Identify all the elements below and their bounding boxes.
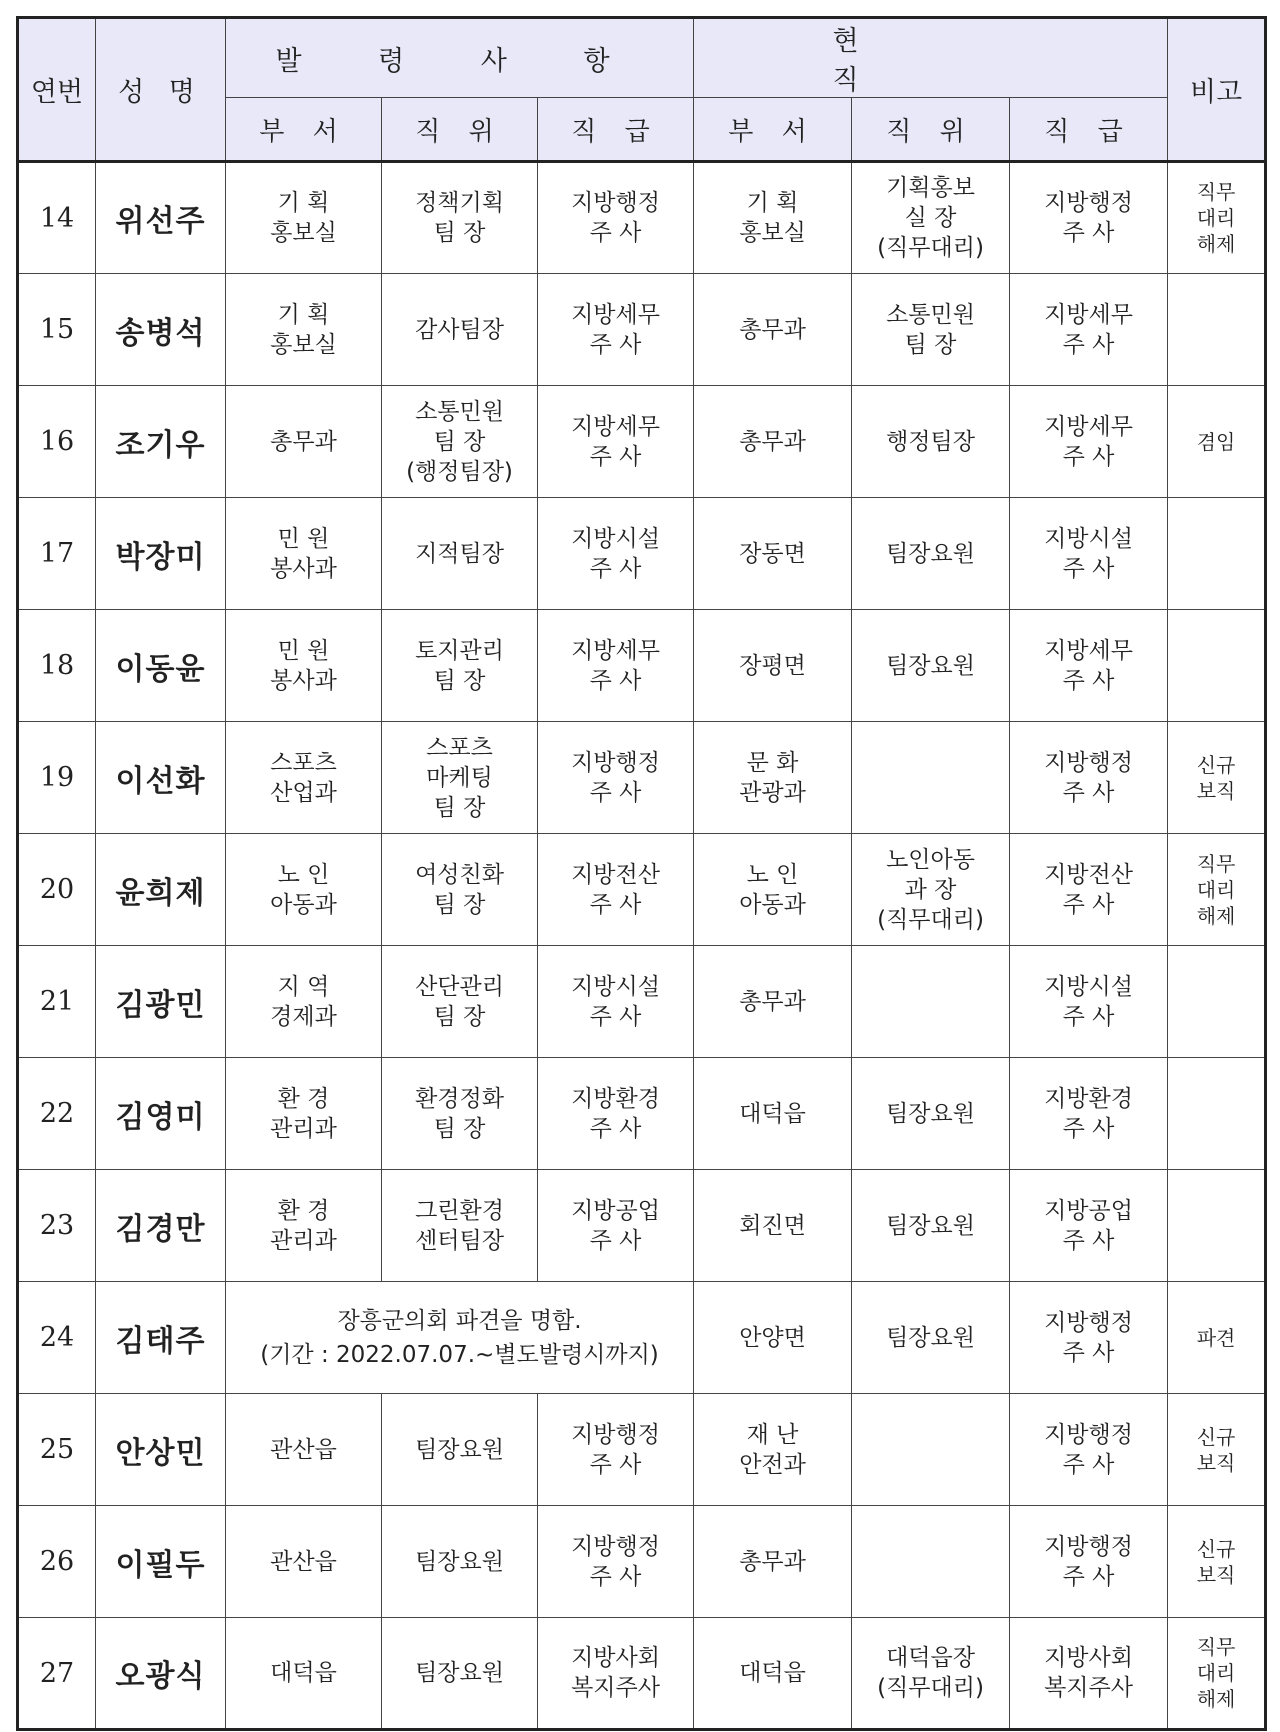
row-number: 15 (18, 274, 96, 386)
current-department: 안양면 (694, 1282, 852, 1394)
current-position: 대덕읍장 (직무대리) (852, 1618, 1010, 1730)
order-department: 환 경 관리과 (226, 1058, 382, 1170)
order-department: 스포츠 산업과 (226, 722, 382, 834)
current-position: 팀장요원 (852, 1170, 1010, 1282)
order-position: 팀장요원 (382, 1394, 538, 1506)
header-order-position: 직 위 (382, 98, 538, 162)
order-grade: 지방행정 주 사 (538, 1506, 694, 1618)
order-position: 소통민원 팀 장 (행정팀장) (382, 386, 538, 498)
employee-name: 김광민 (96, 946, 226, 1058)
remark (1168, 946, 1266, 1058)
order-position: 정책기획 팀 장 (382, 162, 538, 274)
header-no: 연번 (18, 18, 96, 162)
current-position: 팀장요원 (852, 1282, 1010, 1394)
row-number: 26 (18, 1506, 96, 1618)
current-position: 행정팀장 (852, 386, 1010, 498)
employee-name: 송병석 (96, 274, 226, 386)
table-row (18, 610, 1266, 722)
dispatch-notice: 장흥군의회 파견을 명함. (기간 : 2022.07.07.~별도발령시까지) (226, 1282, 694, 1394)
table-row (18, 1394, 1266, 1506)
employee-name: 이동윤 (96, 610, 226, 722)
current-department: 총무과 (694, 1506, 852, 1618)
remark (1168, 498, 1266, 610)
table-row (18, 498, 1266, 610)
employee-name: 안상민 (96, 1394, 226, 1506)
header-current-group: 현 직 (694, 18, 1168, 98)
table-row (18, 162, 1266, 274)
current-position (852, 1506, 1010, 1618)
row-number: 27 (18, 1618, 96, 1730)
row-number: 24 (18, 1282, 96, 1394)
order-position: 팀장요원 (382, 1506, 538, 1618)
current-grade: 지방행정 주 사 (1010, 162, 1168, 274)
order-grade: 지방세무 주 사 (538, 274, 694, 386)
order-department: 민 원 봉사과 (226, 610, 382, 722)
remark (1168, 1058, 1266, 1170)
header-current-position: 직 위 (852, 98, 1010, 162)
remark: 직무 대리 해제 (1168, 834, 1266, 946)
order-department: 기 획 홍보실 (226, 162, 382, 274)
order-grade: 지방세무 주 사 (538, 386, 694, 498)
personnel-order-table (16, 16, 1267, 1731)
row-number: 25 (18, 1394, 96, 1506)
current-grade: 지방행정 주 사 (1010, 1282, 1168, 1394)
employee-name: 조기우 (96, 386, 226, 498)
current-position: 팀장요원 (852, 610, 1010, 722)
row-number: 17 (18, 498, 96, 610)
current-position: 팀장요원 (852, 1058, 1010, 1170)
current-department: 대덕읍 (694, 1618, 852, 1730)
current-grade: 지방행정 주 사 (1010, 722, 1168, 834)
current-grade: 지방세무 주 사 (1010, 386, 1168, 498)
remark: 직무 대리 해제 (1168, 1618, 1266, 1730)
current-grade: 지방세무 주 사 (1010, 274, 1168, 386)
header-order-dept: 부 서 (226, 98, 382, 162)
current-department: 문 화 관광과 (694, 722, 852, 834)
order-department: 노 인 아동과 (226, 834, 382, 946)
row-number: 22 (18, 1058, 96, 1170)
order-position: 토지관리 팀 장 (382, 610, 538, 722)
current-department: 대덕읍 (694, 1058, 852, 1170)
current-department: 재 난 안전과 (694, 1394, 852, 1506)
current-position: 소통민원 팀 장 (852, 274, 1010, 386)
table-row (18, 1058, 1266, 1170)
employee-name: 이필두 (96, 1506, 226, 1618)
remark (1168, 1170, 1266, 1282)
header-order-grade: 직 급 (538, 98, 694, 162)
row-number: 18 (18, 610, 96, 722)
current-department: 장동면 (694, 498, 852, 610)
order-grade: 지방시설 주 사 (538, 498, 694, 610)
remark (1168, 610, 1266, 722)
employee-name: 김영미 (96, 1058, 226, 1170)
order-position: 여성친화 팀 장 (382, 834, 538, 946)
employee-name: 김태주 (96, 1282, 226, 1394)
order-position: 그린환경 센터팀장 (382, 1170, 538, 1282)
table-row (18, 386, 1266, 498)
row-number: 16 (18, 386, 96, 498)
row-number: 21 (18, 946, 96, 1058)
order-department: 기 획 홍보실 (226, 274, 382, 386)
employee-name: 박장미 (96, 498, 226, 610)
header-order-group: 발 령 사 항 (226, 18, 694, 98)
current-department: 총무과 (694, 386, 852, 498)
order-department: 총무과 (226, 386, 382, 498)
remark: 신규 보직 (1168, 1506, 1266, 1618)
current-position (852, 722, 1010, 834)
current-position: 팀장요원 (852, 498, 1010, 610)
order-position: 산단관리 팀 장 (382, 946, 538, 1058)
table-body (18, 162, 1266, 1730)
remark: 겸임 (1168, 386, 1266, 498)
header-current-dept: 부 서 (694, 98, 852, 162)
current-grade: 지방환경 주 사 (1010, 1058, 1168, 1170)
order-grade: 지방시설 주 사 (538, 946, 694, 1058)
current-department: 기 획 홍보실 (694, 162, 852, 274)
employee-name: 김경만 (96, 1170, 226, 1282)
remark (1168, 274, 1266, 386)
current-grade: 지방세무 주 사 (1010, 610, 1168, 722)
remark: 파견 (1168, 1282, 1266, 1394)
order-department: 민 원 봉사과 (226, 498, 382, 610)
order-department: 환 경 관리과 (226, 1170, 382, 1282)
current-department: 노 인 아동과 (694, 834, 852, 946)
table-row (18, 1282, 1266, 1394)
current-department: 장평면 (694, 610, 852, 722)
order-grade: 지방행정 주 사 (538, 1394, 694, 1506)
order-grade: 지방행정 주 사 (538, 162, 694, 274)
order-position: 환경정화 팀 장 (382, 1058, 538, 1170)
order-position: 감사팀장 (382, 274, 538, 386)
employee-name: 윤희제 (96, 834, 226, 946)
employee-name: 이선화 (96, 722, 226, 834)
order-position: 팀장요원 (382, 1618, 538, 1730)
current-grade: 지방시설 주 사 (1010, 498, 1168, 610)
table-row (18, 722, 1266, 834)
remark: 직무 대리 해제 (1168, 162, 1266, 274)
employee-name: 오광식 (96, 1618, 226, 1730)
order-grade: 지방공업 주 사 (538, 1170, 694, 1282)
current-position: 기획홍보 실 장 (직무대리) (852, 162, 1010, 274)
current-grade: 지방시설 주 사 (1010, 946, 1168, 1058)
current-position (852, 1394, 1010, 1506)
current-grade: 지방공업 주 사 (1010, 1170, 1168, 1282)
employee-name: 위선주 (96, 162, 226, 274)
remark: 신규 보직 (1168, 722, 1266, 834)
row-number: 14 (18, 162, 96, 274)
order-grade: 지방환경 주 사 (538, 1058, 694, 1170)
current-department: 총무과 (694, 946, 852, 1058)
current-grade: 지방행정 주 사 (1010, 1394, 1168, 1506)
header-note: 비고 (1168, 18, 1266, 162)
order-department: 지 역 경제과 (226, 946, 382, 1058)
row-number: 23 (18, 1170, 96, 1282)
row-number: 19 (18, 722, 96, 834)
header-current-grade: 직 급 (1010, 98, 1168, 162)
table-row (18, 274, 1266, 386)
table-row (18, 1618, 1266, 1730)
current-department: 회진면 (694, 1170, 852, 1282)
order-grade: 지방전산 주 사 (538, 834, 694, 946)
order-department: 관산읍 (226, 1506, 382, 1618)
current-grade: 지방전산 주 사 (1010, 834, 1168, 946)
current-grade: 지방행정 주 사 (1010, 1506, 1168, 1618)
order-grade: 지방세무 주 사 (538, 610, 694, 722)
remark: 신규 보직 (1168, 1394, 1266, 1506)
table-row (18, 834, 1266, 946)
order-department: 대덕읍 (226, 1618, 382, 1730)
table-row (18, 946, 1266, 1058)
current-grade: 지방사회 복지주사 (1010, 1618, 1168, 1730)
row-number: 20 (18, 834, 96, 946)
order-grade: 지방행정 주 사 (538, 722, 694, 834)
order-grade: 지방사회 복지주사 (538, 1618, 694, 1730)
current-position (852, 946, 1010, 1058)
order-position: 지적팀장 (382, 498, 538, 610)
current-department: 총무과 (694, 274, 852, 386)
order-position: 스포츠 마케팅 팀 장 (382, 722, 538, 834)
table-row (18, 1170, 1266, 1282)
current-position: 노인아동 과 장 (직무대리) (852, 834, 1010, 946)
order-department: 관산읍 (226, 1394, 382, 1506)
table-row (18, 1506, 1266, 1618)
header-name: 성 명 (96, 18, 226, 162)
